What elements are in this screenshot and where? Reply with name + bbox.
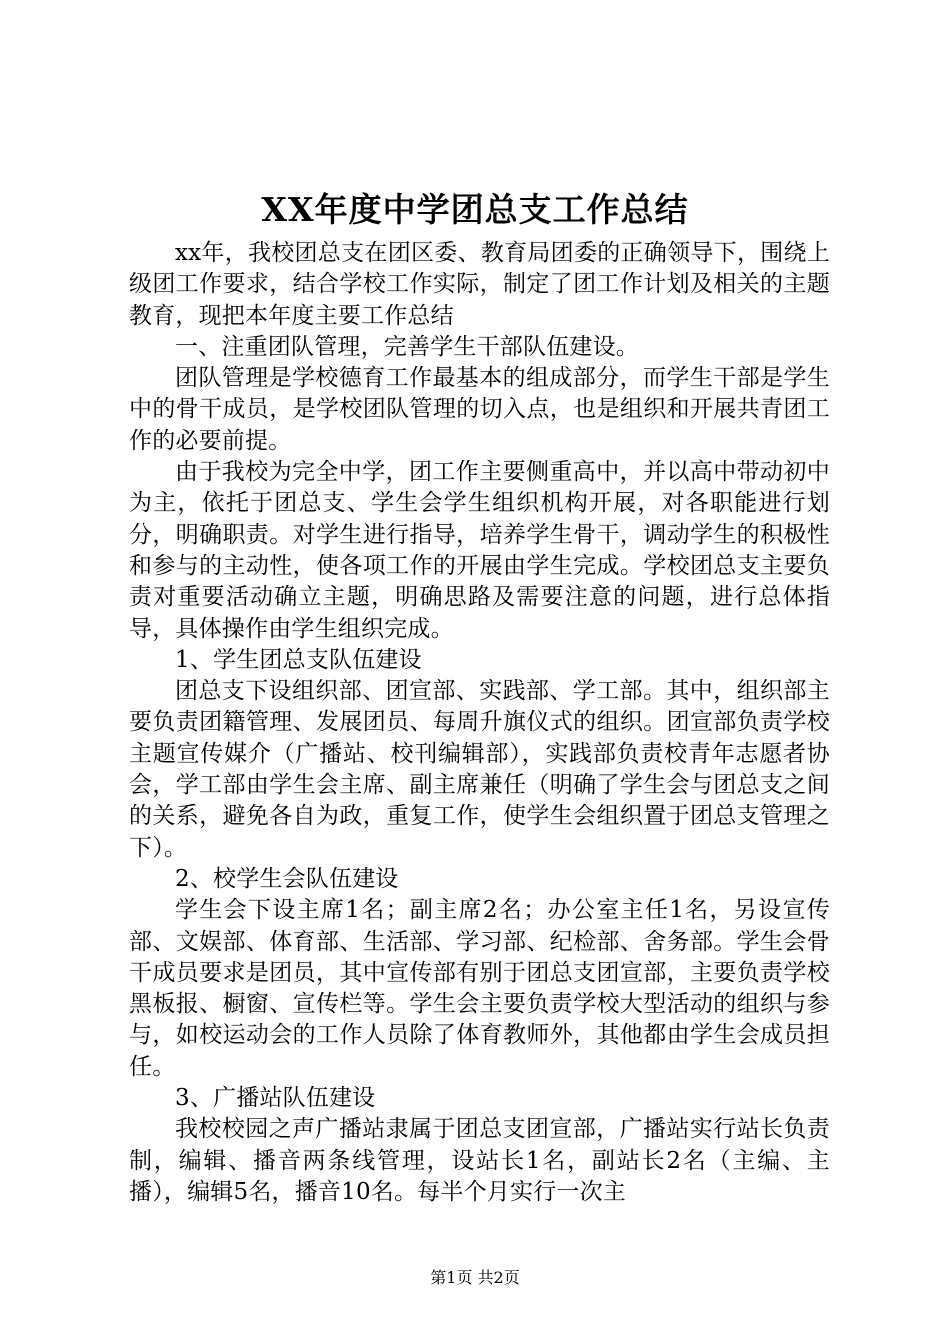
subheading-3: 3、广播站队伍建设 [175, 1085, 376, 1112]
paragraph: 团队管理是学校德育工作最基本的组成部分，而学生干部是学生中的骨干成员，是学校团队管理的切入点，也是组织和开展共青团工作的必要前提。 [129, 365, 830, 454]
paragraph: 由于我校为完全中学，团工作主要侧重高中，并以高中带动初中为主，依托于团总支、学生会学生组织机构开展，对各职能进行划分，明确职责。对学生进行指导，培养学生骨干，调动学生的积极性和参与的主动性，使各项工作的开展由学生完成。学校团总支主要负责对重要活动确立主题，明确思路及需要注意的问题，进行总体指导，具体操作由学生组织完成。 [129, 459, 830, 642]
document-title: XX年度中学团总支工作总结 [261, 190, 689, 229]
subheading-1: 1、学生团总支队伍建设 [175, 646, 422, 673]
heading-section-1: 一、注重团队管理，完善学生干部队伍建设。 [175, 333, 639, 360]
paragraph: 我校校园之声广播站隶属于团总支团宣部，广播站实行站长负责制，编辑、播音两条线管理，设站长1名，副站长2名（主编、主播），编辑5名，播音10名。每半个月实行一次主 [129, 1116, 830, 1205]
paragraph: 团总支下设组织部、团宣部、实践部、学工部。其中，组织部主要负责团籍管理、发展团员、每周升旗仪式的组织。团宣部负责学校主题宣传媒介（广播站、校刊编辑部），实践部负责校青年志愿者协会，学工部由学生会主席、副主席兼任（明确了学生会与团总支之间的关系，避免各自为政，重复工作，使学生会组织置于团总支管理之下）。 [129, 678, 830, 861]
document-body [129, 238, 830, 1208]
paragraph-intro: xx年，我校团总支在团区委、教育局团委的正确领导下，围绕上级团工作要求，结合学校工作实际，制定了团工作计划及相关的主题教育，现把本年度主要工作总结 [129, 240, 830, 329]
subheading-2: 2、校学生会队伍建设 [175, 865, 399, 892]
page-footer: 第1页 共2页 [430, 1268, 520, 1287]
paragraph: 学生会下设主席1名；副主席2名；办公室主任1名，另设宣传部、文娱部、体育部、生活部、学习部、纪检部、舍务部。学生会骨干成员要求是团员，其中宣传部有别于团总支团宣部，主要负责学校黑板报、橱窗、宣传栏等。学生会主要负责学校大型活动的组织与参与，如校运动会的工作人员除了体育教师外，其他都由学生会成员担任。 [129, 897, 830, 1080]
